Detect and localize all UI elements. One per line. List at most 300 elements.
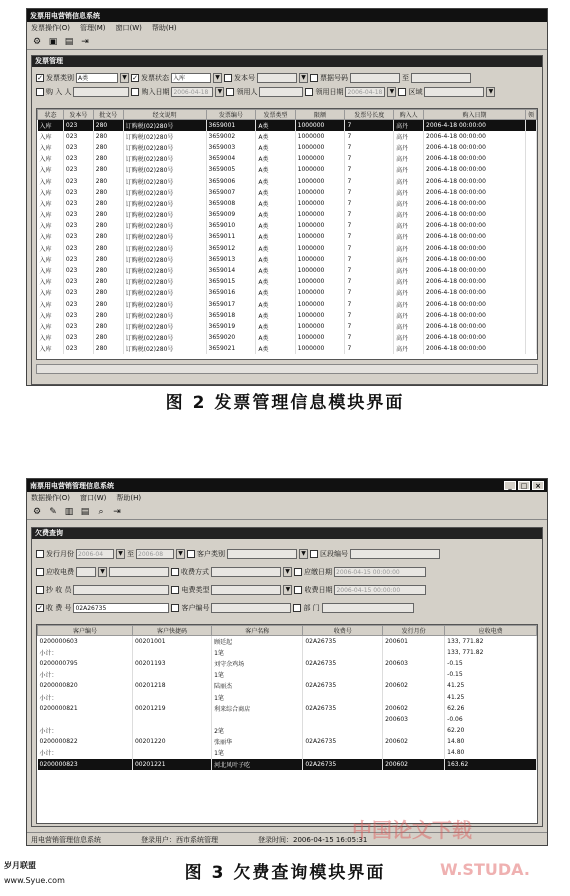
table-cell: 入库 <box>38 332 64 343</box>
table-cell: 7 <box>345 131 394 142</box>
table-cell: 订购税(02)280号 <box>123 265 206 276</box>
table-row[interactable] <box>38 175 537 186</box>
due-date-input[interactable]: 2006-04-15 00:00:00 <box>334 567 426 577</box>
table-row[interactable] <box>38 254 537 265</box>
filter-row-1 <box>32 545 542 563</box>
table-cell: A类 <box>256 299 295 310</box>
table-cell: 利来综合商店 <box>212 703 303 714</box>
table-cell: A类 <box>256 265 295 276</box>
table-cell: 高丹 <box>394 287 424 298</box>
table-row[interactable] <box>38 187 537 198</box>
table-cell <box>303 647 383 658</box>
table-cell: 入库 <box>38 198 64 209</box>
due-date-label: 应缴日期 <box>304 568 332 576</box>
table-cell: 入库 <box>38 231 64 242</box>
settings-icon[interactable]: ⚙ <box>32 37 42 47</box>
table-row[interactable] <box>38 736 537 747</box>
elec-type-select[interactable] <box>211 585 281 595</box>
table-cell: A类 <box>256 142 295 153</box>
month-from-input[interactable]: 2006-04 <box>76 549 114 559</box>
table-cell: 入库 <box>38 287 64 298</box>
table-cell: 2006-4-18 00:00:00 <box>424 243 526 254</box>
area-checkbox[interactable] <box>398 88 406 96</box>
table-header <box>38 626 537 636</box>
minimize-icon[interactable]: _ <box>504 481 516 490</box>
column-header[interactable]: 发行月份 <box>383 626 445 636</box>
collector-input[interactable]: 02A26735 <box>73 603 169 613</box>
table-cell: 02A26735 <box>303 658 383 669</box>
table-cell: 3659001 <box>206 120 256 131</box>
column-header[interactable]: 购入日期 <box>424 110 526 120</box>
table-cell: 高丹 <box>394 153 424 164</box>
in-date-input[interactable]: 2006-04-18 <box>171 87 213 97</box>
table-cell: A类 <box>256 164 295 175</box>
pay-way-checkbox[interactable] <box>171 568 179 576</box>
filter-row-3 <box>32 581 542 599</box>
due-fee-label: 应收电费 <box>46 568 74 576</box>
table-cell: 1000000 <box>295 231 345 242</box>
table-cell <box>525 131 536 142</box>
invoice-code-to[interactable] <box>411 73 471 83</box>
column-header[interactable]: 收费号 <box>303 626 383 636</box>
watermark-red-url: W.STUDA. <box>440 860 530 879</box>
table-cell: 2006-4-18 00:00:00 <box>424 265 526 276</box>
table-row[interactable] <box>38 164 537 175</box>
table-cell: 280 <box>93 187 123 198</box>
table-row[interactable] <box>38 647 537 658</box>
column-header[interactable]: 状态 <box>38 110 64 120</box>
column-header[interactable]: 限额 <box>295 110 345 120</box>
table-cell: 1笔 <box>212 669 303 680</box>
cust-type-select[interactable] <box>227 549 297 559</box>
table-cell: 023 <box>63 220 93 231</box>
pay-date-input[interactable]: 2006-04-15 00:00:00 <box>334 585 426 595</box>
preview-icon[interactable]: ⌕ <box>98 507 104 517</box>
table-cell: 7 <box>345 287 394 298</box>
table-cell: 入库 <box>38 243 64 254</box>
table-cell: 7 <box>345 120 394 131</box>
column-header[interactable]: 发票类型 <box>256 110 295 120</box>
table-row[interactable] <box>38 299 537 310</box>
table-cell: 023 <box>63 287 93 298</box>
save-icon[interactable]: ▣ <box>48 37 58 47</box>
table-cell: 1000000 <box>295 175 345 186</box>
menu-item-help[interactable]: 帮助(H) <box>151 24 177 32</box>
table-cell: 2006-4-18 00:00:00 <box>424 332 526 343</box>
invoice-type-checkbox[interactable]: ✓ <box>37 74 43 82</box>
table-cell: 02A26735 <box>303 636 383 647</box>
table-cell: 023 <box>63 321 93 332</box>
elec-type-label: 电费类型 <box>181 586 210 594</box>
table-cell: 280 <box>93 164 123 175</box>
chevron-down-icon[interactable]: ▼ <box>283 567 292 577</box>
chevron-down-icon[interactable]: ▼ <box>486 87 495 97</box>
table-row[interactable] <box>38 131 537 142</box>
table-row[interactable] <box>38 120 537 131</box>
column-header[interactable]: 客户编号 <box>38 626 133 636</box>
table-cell: 02A26735 <box>303 759 383 770</box>
table-cell <box>525 120 536 131</box>
chevron-down-icon[interactable]: ▼ <box>116 549 125 559</box>
table-row[interactable] <box>38 703 537 714</box>
figure-2-caption: 图 2 发票管理信息模块界面 <box>165 393 405 413</box>
arrears-child-window <box>31 527 543 827</box>
column-header[interactable]: 发本号 <box>63 110 93 120</box>
table-row[interactable] <box>38 343 537 354</box>
table-cell: A类 <box>256 276 295 287</box>
table-cell: 00201221 <box>132 759 211 770</box>
invoice-child-window <box>31 55 543 385</box>
menu-item-manage[interactable]: 管理(M) <box>79 24 106 32</box>
pay-way-label: 收费方式 <box>181 568 209 576</box>
table-cell: 订购税(02)280号 <box>123 332 206 343</box>
copy-icon[interactable]: ▥ <box>64 507 74 517</box>
table-cell <box>383 691 445 702</box>
column-header[interactable]: 经文说明 <box>123 110 206 120</box>
table-cell: 200602 <box>383 703 445 714</box>
edit-icon[interactable]: ✎ <box>49 507 57 517</box>
table-cell: 0200000795 <box>38 658 133 669</box>
table-cell: 1000000 <box>295 265 345 276</box>
table-cell: 7 <box>345 153 394 164</box>
table-cell: 订购税(02)280号 <box>123 142 206 153</box>
table-cell <box>132 691 211 702</box>
table-row[interactable] <box>38 332 537 343</box>
table-cell: 14.80 <box>445 747 537 758</box>
print-icon[interactable]: ▤ <box>64 37 74 47</box>
table-cell: 7 <box>345 187 394 198</box>
table-cell: 2006-4-18 00:00:00 <box>424 254 526 265</box>
table-cell <box>132 747 211 758</box>
table-row[interactable] <box>38 153 537 164</box>
table-cell <box>525 231 536 242</box>
table-cell <box>132 647 211 658</box>
in-person-input[interactable] <box>73 87 129 97</box>
in-date-label: 购入日期 <box>141 88 170 96</box>
area-code-input[interactable] <box>350 549 440 559</box>
table-cell: 023 <box>63 243 93 254</box>
table-cell: 3659020 <box>206 332 256 343</box>
invoice-status-select[interactable]: 入库 <box>171 73 211 83</box>
column-header[interactable]: 批文号 <box>93 110 123 120</box>
table-row[interactable] <box>38 759 537 770</box>
table-cell: 订购税(02)280号 <box>123 209 206 220</box>
watermark-site-name: 岁月联盟 <box>4 861 36 870</box>
chevron-down-icon[interactable]: ▼ <box>299 549 308 559</box>
chevron-down-icon[interactable]: ▼ <box>176 549 185 559</box>
table-cell: 023 <box>63 198 93 209</box>
table-cell: 7 <box>345 254 394 265</box>
chevron-down-icon[interactable]: ▼ <box>283 585 292 595</box>
cust-no-label: 客户编号 <box>181 604 210 612</box>
table-cell: 1000000 <box>295 310 345 321</box>
table-cell <box>525 343 536 354</box>
chevron-down-icon[interactable]: ▼ <box>299 73 308 83</box>
table-row[interactable] <box>38 658 537 669</box>
table-cell: A类 <box>256 254 295 265</box>
table-cell <box>525 243 536 254</box>
table-row[interactable] <box>38 142 537 153</box>
table-cell: 小计： <box>38 725 133 736</box>
invoice-no-checkbox[interactable] <box>224 74 232 82</box>
table-cell: 2006-4-18 00:00:00 <box>424 153 526 164</box>
table-cell: A类 <box>256 220 295 231</box>
settings-icon[interactable]: ⚙ <box>32 507 42 517</box>
reader-input[interactable] <box>73 585 169 595</box>
user-checkbox[interactable] <box>226 88 234 96</box>
table-cell: 订购税(02)280号 <box>123 120 206 131</box>
table-row[interactable] <box>38 321 537 332</box>
area-code-checkbox[interactable] <box>310 550 318 558</box>
table-cell: 刘守余鸡场 <box>212 658 303 669</box>
table-cell: 00201001 <box>132 636 211 647</box>
table-cell: 入库 <box>38 175 64 186</box>
maximize-icon[interactable]: □ <box>518 481 530 490</box>
invoice-code-from[interactable] <box>350 73 400 83</box>
table-cell: 0200000821 <box>38 703 133 714</box>
menu-item-help[interactable]: 帮助(H) <box>116 494 142 502</box>
table-cell: 7 <box>345 231 394 242</box>
use-date-label: 领用日期 <box>315 88 344 96</box>
table-cell: 023 <box>63 187 93 198</box>
table-cell <box>525 265 536 276</box>
table-cell: 高丹 <box>394 265 424 276</box>
table-cell: A类 <box>256 321 295 332</box>
table-cell: 订购税(02)280号 <box>123 153 206 164</box>
table-cell: 3659003 <box>206 142 256 153</box>
column-header[interactable]: 发票编号 <box>206 110 256 120</box>
table-cell: 2006-4-18 00:00:00 <box>424 299 526 310</box>
table-cell: 280 <box>93 120 123 131</box>
table-row[interactable] <box>38 636 537 647</box>
table-row[interactable] <box>38 725 537 736</box>
column-header[interactable]: 应收电费 <box>445 626 537 636</box>
table-row[interactable] <box>38 714 537 725</box>
table-cell: 280 <box>93 310 123 321</box>
table-cell: 2006-4-18 00:00:00 <box>424 343 526 354</box>
table-row[interactable] <box>38 680 537 691</box>
table-row[interactable] <box>38 265 537 276</box>
table-cell: 133, 771.82 <box>445 636 537 647</box>
table-cell: 订购税(02)280号 <box>123 310 206 321</box>
table-cell: 7 <box>345 243 394 254</box>
horizontal-scrollbar[interactable] <box>36 364 538 374</box>
table-cell <box>525 287 536 298</box>
table-cell: 入库 <box>38 343 64 354</box>
table-cell: A类 <box>256 153 295 164</box>
elec-type-checkbox[interactable] <box>171 586 179 594</box>
table-cell: 280 <box>93 231 123 242</box>
menu-bar <box>27 492 547 504</box>
column-header[interactable]: 客户名称 <box>212 626 303 636</box>
table-cell: 订购税(02)280号 <box>123 343 206 354</box>
pay-date-checkbox[interactable] <box>294 586 302 594</box>
exit-icon[interactable]: ⇥ <box>113 507 121 517</box>
table-cell: 023 <box>63 310 93 321</box>
user-input[interactable] <box>259 87 303 97</box>
table-cell: 小计： <box>38 669 133 680</box>
table-cell: 小计： <box>38 647 133 658</box>
table-cell: 订购税(02)280号 <box>123 254 206 265</box>
dept-select[interactable] <box>322 603 414 613</box>
month-to-input[interactable]: 2006-08 <box>136 549 174 559</box>
menu-item-operate[interactable]: 发票操作(O) <box>31 24 70 32</box>
table-cell: 1000000 <box>295 153 345 164</box>
in-date-checkbox[interactable] <box>131 88 139 96</box>
table-cell: 订购税(02)280号 <box>123 276 206 287</box>
chevron-down-icon[interactable]: ▼ <box>98 567 107 577</box>
table-cell: 订购税(02)280号 <box>123 131 206 142</box>
table-cell: 订购税(02)280号 <box>123 220 206 231</box>
table-cell: 7 <box>345 299 394 310</box>
pay-way-select[interactable] <box>211 567 281 577</box>
table-cell: 2006-4-18 00:00:00 <box>424 198 526 209</box>
column-header[interactable]: 领 <box>525 110 536 120</box>
table-row[interactable] <box>38 231 537 242</box>
table-cell: 1笔 <box>212 691 303 702</box>
menu-item-data[interactable]: 数据操作(O) <box>31 494 70 502</box>
reader-checkbox[interactable] <box>36 586 44 594</box>
table-cell: 1000000 <box>295 131 345 142</box>
table-cell: 7 <box>345 310 394 321</box>
table-cell <box>212 714 303 725</box>
status-user: 登录用户：西市系统管理 <box>141 836 218 844</box>
table-cell: 2笔 <box>212 725 303 736</box>
table-cell: 023 <box>63 131 93 142</box>
table-cell: 高丹 <box>394 142 424 153</box>
table-cell: 1000000 <box>295 120 345 131</box>
table-header <box>38 110 537 120</box>
table-cell: 1000000 <box>295 254 345 265</box>
table-row[interactable] <box>38 747 537 758</box>
table-cell: 入库 <box>38 164 64 175</box>
table-cell: 1000000 <box>295 276 345 287</box>
table-cell: 3659002 <box>206 131 256 142</box>
table-cell <box>525 198 536 209</box>
table-cell <box>525 175 536 186</box>
table-cell: 3659015 <box>206 276 256 287</box>
use-date-input[interactable]: 2006-04-18 <box>345 87 385 97</box>
table-cell: 入库 <box>38 220 64 231</box>
table-cell: 133, 771.82 <box>445 647 537 658</box>
menu-item-window[interactable]: 窗口(W) <box>115 24 142 32</box>
table-cell: 7 <box>345 175 394 186</box>
due-fee-op[interactable] <box>76 567 96 577</box>
table-cell: 7 <box>345 332 394 343</box>
table-cell: A类 <box>256 332 295 343</box>
table-row[interactable] <box>38 220 537 231</box>
table-cell: 280 <box>93 153 123 164</box>
pay-date-label: 收费日期 <box>304 586 333 594</box>
table-cell: 280 <box>93 220 123 231</box>
table-cell <box>303 725 383 736</box>
chevron-down-icon[interactable]: ▼ <box>387 87 396 97</box>
table-cell: 入库 <box>38 131 64 142</box>
table-cell: 订购税(02)280号 <box>123 243 206 254</box>
table-cell: 1000000 <box>295 321 345 332</box>
table-row[interactable] <box>38 669 537 680</box>
month-checkbox[interactable] <box>36 550 44 558</box>
due-fee-input[interactable] <box>109 567 169 577</box>
table-row[interactable] <box>38 310 537 321</box>
table-cell: 2006-4-18 00:00:00 <box>424 276 526 287</box>
table-cell: 入库 <box>38 120 64 131</box>
table-row[interactable] <box>38 287 537 298</box>
area-select[interactable] <box>424 87 484 97</box>
menu-item-window[interactable]: 窗口(W) <box>79 494 107 502</box>
table-cell: 02A26735 <box>303 703 383 714</box>
cust-type-checkbox[interactable] <box>187 550 195 558</box>
table-row[interactable] <box>38 691 537 702</box>
table-row[interactable] <box>38 209 537 220</box>
table-cell: 2006-4-18 00:00:00 <box>424 131 526 142</box>
collector-checkbox[interactable]: ✓ <box>37 604 43 612</box>
cust-no-checkbox[interactable] <box>171 604 179 612</box>
cust-type-label: 客户类别 <box>197 550 225 558</box>
table-cell <box>383 747 445 758</box>
toolbar <box>27 34 547 50</box>
invoice-code-checkbox[interactable] <box>310 74 318 82</box>
exit-icon[interactable]: ⇥ <box>81 37 89 47</box>
table-cell: 3659012 <box>206 243 256 254</box>
chevron-down-icon[interactable]: ▼ <box>213 73 222 83</box>
use-date-checkbox[interactable] <box>305 88 313 96</box>
table-cell: 订购税(02)280号 <box>123 175 206 186</box>
table-cell: 入库 <box>38 153 64 164</box>
table-cell <box>383 647 445 658</box>
dept-checkbox[interactable] <box>293 604 301 612</box>
print-icon[interactable]: ▤ <box>80 507 90 517</box>
close-icon[interactable]: × <box>532 481 544 490</box>
table-cell: 3659004 <box>206 153 256 164</box>
menu-bar <box>27 22 547 34</box>
invoice-no-select[interactable] <box>257 73 297 83</box>
table-cell: 023 <box>63 343 93 354</box>
table-row[interactable] <box>38 198 537 209</box>
in-person-checkbox[interactable] <box>36 88 44 96</box>
table-cell: 200602 <box>383 736 445 747</box>
table-row[interactable] <box>38 276 537 287</box>
table-cell: 陆丽杰 <box>212 680 303 691</box>
column-header[interactable]: 客户快捷码 <box>132 626 211 636</box>
cust-no-input[interactable] <box>211 603 291 613</box>
table-cell: 2006-4-18 00:00:00 <box>424 120 526 131</box>
table-cell <box>525 220 536 231</box>
invoice-type-select[interactable]: A类 <box>76 73 118 83</box>
due-date-checkbox[interactable] <box>294 568 302 576</box>
table-cell: 1000000 <box>295 299 345 310</box>
chevron-down-icon[interactable]: ▼ <box>120 73 129 83</box>
table-cell <box>303 714 383 725</box>
table-cell: 3659007 <box>206 187 256 198</box>
invoice-status-checkbox[interactable]: ✓ <box>132 74 138 82</box>
table-cell: 高丹 <box>394 276 424 287</box>
table-cell: 顾廷起 <box>212 636 303 647</box>
table-row[interactable] <box>38 243 537 254</box>
table-cell: 订购税(02)280号 <box>123 231 206 242</box>
table-cell: 280 <box>93 343 123 354</box>
table-cell: 订购税(02)280号 <box>123 321 206 332</box>
table-cell: 023 <box>63 175 93 186</box>
chevron-down-icon[interactable]: ▼ <box>215 87 224 97</box>
table-cell: 1000000 <box>295 243 345 254</box>
table-cell: 02A26735 <box>303 736 383 747</box>
column-header[interactable]: 购入人 <box>394 110 424 120</box>
due-fee-checkbox[interactable] <box>36 568 44 576</box>
column-header[interactable]: 发票号长度 <box>345 110 394 120</box>
table-cell: 高丹 <box>394 187 424 198</box>
table-cell: 2006-4-18 00:00:00 <box>424 321 526 332</box>
